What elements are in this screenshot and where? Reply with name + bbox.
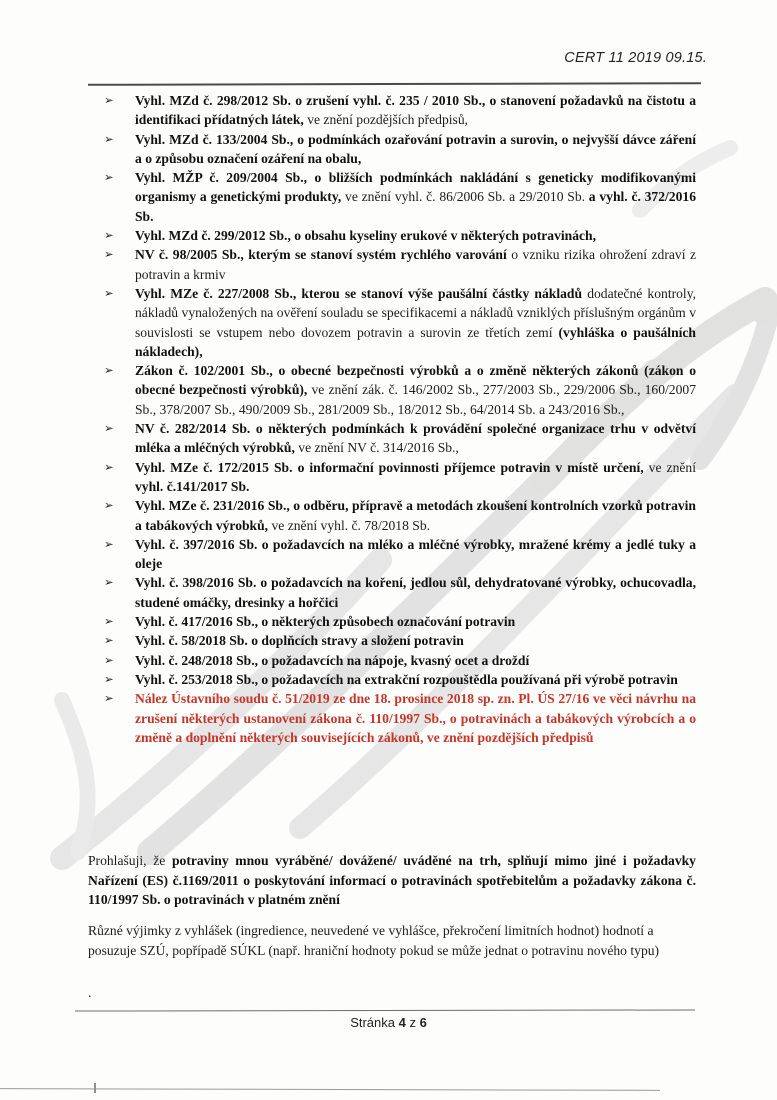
list-item-text [135,651,696,670]
arrow-bullet-icon: ➢ [104,247,114,262]
text-segment: a vyhl. č. 372/2016 Sb. [135,189,696,224]
list-item [104,689,696,747]
list-item [104,573,696,612]
text-segment: Vyhl. MZd č. 133/2004 Sb., o podmínkách ozařování potravin a surovin, o nejvyšší dávce záření a o způsobu označení ozáření na obalu, [135,131,696,166]
text-segment: Vyhl. č. 253/2018 Sb., o požadavcích na extrakční rozpouštědla používaná při výrobě potravin [135,671,678,687]
stray-period [88,983,696,1003]
text-segment: Vyhl. MZd č. 298/2012 Sb. o zrušení vyhl. č. 235 / 2010 Sb., o stanovení požadavků na čistotu a identifikaci přídatných látek, [135,93,696,128]
footer-prefix: Stránka [350,1015,399,1030]
list-item [104,612,696,631]
arrow-bullet-icon: ➢ [104,691,114,706]
text-segment: Prohlašuji, že [88,853,172,868]
list-item [104,361,696,419]
exceptions-paragraph [88,921,696,960]
text-segment: Vyhl. MŽP č. 209/2004 Sb., o bližších podmínkách nakládání s geneticky modifikovanými organismy a genetickými produkty, [135,170,696,205]
arrow-bullet-icon: ➢ [104,170,114,185]
list-item-text [135,458,696,497]
text-segment: ve znění zák. č. 146/2002 Sb., 277/2003 Sb., 229/2006 Sb., 160/2007 Sb., 378/2007 Sb., 490/2009 Sb., 281/2009 Sb., 18/2012 Sb., 64/2014 Sb. a 243/2016 Sb., [135,382,696,417]
arrow-bullet-icon: ➢ [104,671,114,686]
text-segment: ve znění pozdějších předpisů, [307,112,469,128]
arrow-bullet-icon: ➢ [104,131,114,146]
text-segment: potraviny mnou vyráběné/ dovážené/ uváděné na trh, splňují mimo jiné i požadavky Nařízení (ES) č.1169/2011 o poskytování informací o potravinách spotřebitelům a požadavky zákona č. 110/1997 Sb. o potravinách v platném znění [88,853,696,908]
regulation-list [104,91,696,747]
list-item-text [135,226,696,245]
list-item [104,535,696,574]
footer-separator: z [405,1015,420,1030]
text-segment: vyhl. č.141/2017 Sb. [135,478,250,494]
arrow-bullet-icon: ➢ [104,93,114,107]
arrow-bullet-icon: ➢ [104,536,114,551]
arrow-bullet-icon: ➢ [104,575,114,590]
list-item-text [135,631,696,650]
text-segment: Vyhl. č. 398/2016 Sb. o požadavcích na koření, jedlou sůl, dehydratované výrobky, ochucovadla, studené omáčky, dresinky a hořčici [135,575,696,610]
text-segment: . [88,985,92,1000]
text-segment: ve znění vyhl. č. 86/2006 Sb. a 29/2010 Sb. [345,189,589,205]
list-item-text [135,245,696,284]
list-item-text [135,91,696,130]
page-number-footer [0,1015,777,1030]
text-segment: dodatečné kontroly, nákladů vynaložených na ověření souladu se specifikacemi a nákladů vzniklých příslušným orgánům v souvislosti se vstupem nebo dovozem potravin a surovin ze třetích zemí [135,285,697,340]
text-segment: Různé výjimky z vyhlášek (ingredience, neuvedené ve vyhlášce, překročení limitních hodnot) hodnotí a posuzuje SZÚ, popřípadě SÚKL (např. hraniční hodnoty pokud se může jednat o potravinu nového typu) [88,923,660,958]
declaration-paragraph [88,851,696,910]
text-segment: Vyhl. MZe č. 172/2015 Sb. o informační povinnosti příjemce potravin v místě určení, [135,459,649,475]
text-segment: Vyhl. č. 417/2016 Sb., o některých způsobech označování potravin [135,614,516,630]
text-segment: Vyhl. č. 248/2018 Sb., o požadavcích na nápoje, kvasný ocet a droždí [135,652,530,668]
list-item-text [135,612,696,631]
footer-current-page: 4 [398,1015,406,1030]
list-item [104,245,696,284]
arrow-bullet-icon: ➢ [104,285,114,300]
list-item-text [135,284,696,361]
list-item-text [135,496,696,535]
arrow-bullet-icon: ➢ [104,498,114,513]
document-code: CERT 11 2019 09.15. [564,50,707,66]
text-segment: o vzniku rizika ohrožení zdraví z potravin a krmiv [135,247,696,282]
list-item-text [135,670,696,689]
arrow-bullet-icon: ➢ [104,421,114,436]
scan-mark [94,1083,96,1093]
arrow-bullet-icon: ➢ [104,459,114,474]
list-item-text [135,573,696,612]
list-item-text [135,535,696,574]
arrow-bullet-icon: ➢ [104,614,114,629]
list-item [104,670,696,689]
arrow-bullet-icon: ➢ [104,633,114,648]
scan-edge-line [0,1088,660,1091]
list-item-text [135,361,696,419]
list-item [104,226,696,245]
header-rule [88,82,701,86]
list-item-text [135,130,696,169]
footer-rule [75,1009,695,1011]
list-item [104,496,696,535]
list-item [104,91,696,130]
list-item-text [135,419,696,458]
text-segment: Vyhl. č. 397/2016 Sb. o požadavcích na mléko a mléčné výrobky, mražené krémy a jedlé tuky a oleje [135,536,696,572]
text-segment: NV č. 98/2005 Sb., kterým se stanoví systém rychlého varování [135,247,512,263]
text-segment: Vyhl. MZe č. 231/2016 Sb., o odběru, přípravě a metodách zkoušení kontrolních vzorků potravin a tabákových výrobků, [135,498,696,533]
footer-total-pages: 6 [419,1015,427,1030]
list-item [104,284,696,361]
text-segment: Zákon č. 102/2001 Sb., o obecné bezpečnosti výrobků a o změně některých zákonů (zákon o obecné bezpečnosti výrobků), [135,363,696,398]
arrow-bullet-icon: ➢ [104,363,114,378]
text-segment: (vyhláška o paušálních nákladech), [135,324,696,359]
list-item [104,631,696,650]
text-segment: ve znění NV č. 314/2016 Sb., [298,440,459,456]
list-item [104,130,696,169]
list-item [104,651,696,670]
list-item [104,458,696,497]
text-segment: Vyhl. MZe č. 227/2008 Sb., kterou se stanoví výše paušální částky nákladů [135,285,588,301]
text-segment: Vyhl. č. 58/2018 Sb. o doplňcích stravy a složení potravin [135,633,464,649]
arrow-bullet-icon: ➢ [104,228,114,243]
text-segment: Vyhl. MZd č. 299/2012 Sb., o obsahu kyseliny erukové v některých potravinách, [135,228,596,244]
text-segment: ve znění [648,459,696,475]
text-segment: NV č. 282/2014 Sb. o některých podmínkách k provádění společné organizace trhu v odvětví mléka a mléčných výrobků, [135,421,696,456]
list-item [104,419,696,458]
arrow-bullet-icon: ➢ [104,652,114,667]
list-item-text [135,168,696,226]
list-item-text [135,689,696,747]
list-item [104,168,696,226]
text-segment: ve znění vyhl. č. 78/2018 Sb. [271,517,431,533]
text-segment: Nález Ústavního soudu č. 51/2019 ze dne 18. prosince 2018 sp. zn. Pl. ÚS 27/16 ve věci návrhu na zrušení některých ustanovení zákona č. 110/1997 Sb., o potravinách a tabákových výrobcích a o změně a doplnění některých souvisejících zákonů, ve znění pozdějších předpisů [135,691,696,745]
